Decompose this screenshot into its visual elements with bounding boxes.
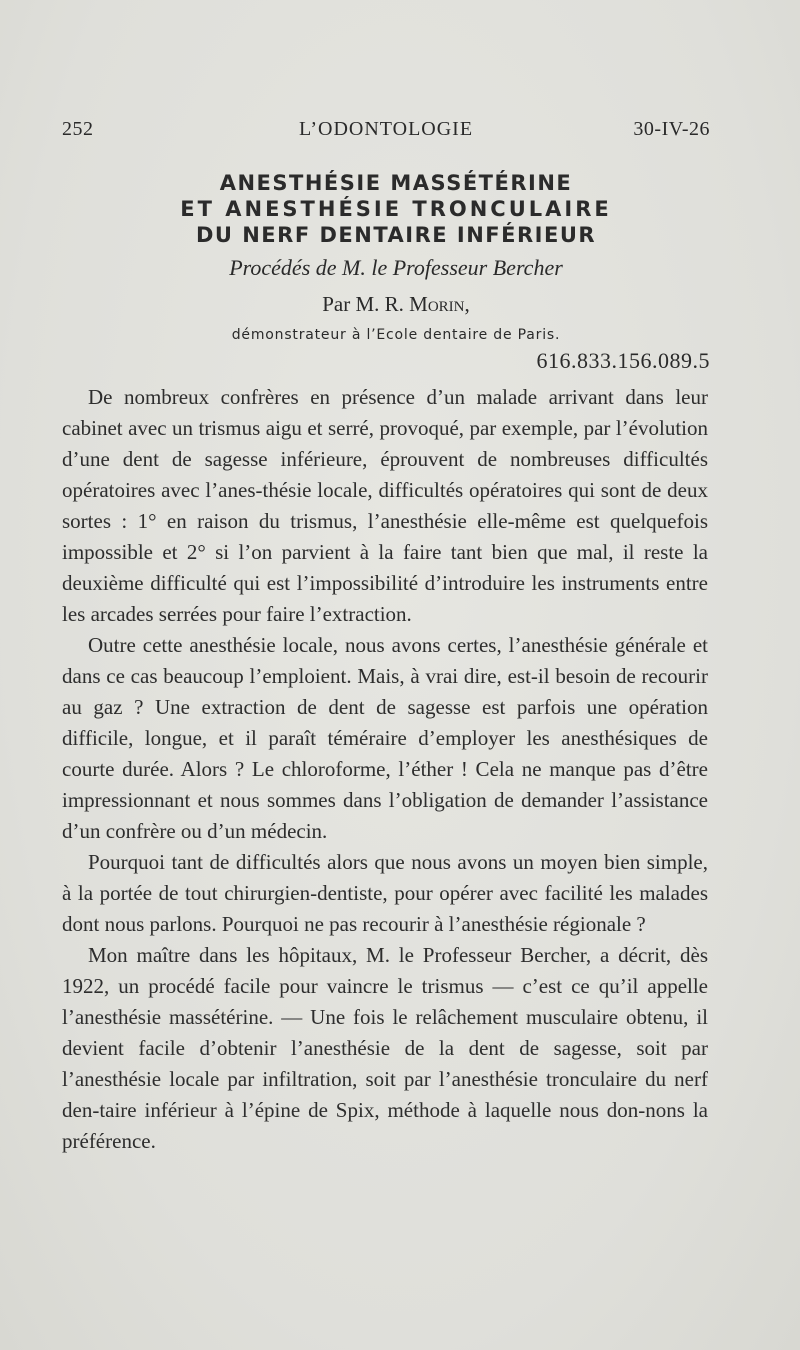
article-subtitle: Procédés de M. le Professeur Bercher <box>229 255 563 280</box>
page-header <box>62 118 710 148</box>
issue-date: 30-IV-26 <box>633 118 710 140</box>
article-body <box>62 382 708 1157</box>
classification-number: 616.833.156.089.5 <box>536 348 710 373</box>
running-title: L’ODONTOLOGIE <box>298 118 474 140</box>
paragraph: Mon maître dans les hôpitaux, M. le Professeur Bercher, a décrit, dès 1922, un procédé facile pour vaincre le trismus — c’est ce qu’il appelle l’anesthésie massétérine. — Une fois le relâchement musculaire obtenu, il devient facile d’obtenir l’anesthésie de la dent de sagesse, soit par l’anesthésie locale par infiltration, soit par l’anesthésie tronculaire du nerf den-taire inférieur à l’épine de Spix, méthode à laquelle nous don-nons la préférence. <box>62 943 708 1153</box>
paragraph: Pourquoi tant de difficultés alors que nous avons un moyen bien simple, à la portée de tout chirurgien-dentiste, pour opérer avec facilité les malades dont nous parlons. Pourquoi ne pas recourir à l’anesthésie régionale ? <box>62 850 708 936</box>
author-name: Morin, <box>409 292 470 316</box>
title-line-3: DU NERF DENTAIRE INFÉRIEUR <box>195 223 597 247</box>
paragraph: De nombreux confrères en présence d’un malade arrivant dans leur cabinet avec un trismus aigu et serré, provoqué, par exemple, par l’évolution d’une dent de sagesse inférieure, éprouvent de nombreuses difficultés opératoires avec l’anes-thésie locale, difficultés opératoires qui sont de deux sortes : 1° en raison du trismus, l’anesthésie elle-même est quelquefois impossible et 2° si l’on parvient à la faire tant bien que mal, il reste la deuxième difficulté qui est l’impossibilité d’introduire les instruments entre les arcades serrées pour faire l’extraction. <box>62 385 708 626</box>
page-number: 252 <box>62 118 94 140</box>
article-title <box>62 170 730 248</box>
byline-prefix: Par M. R. <box>322 292 410 316</box>
title-line-1: ANESTHÉSIE MASSÉTÉRINE <box>219 171 573 195</box>
title-line-2: ET ANESTHÉSIE TRONCULAIRE <box>180 197 612 221</box>
paragraph: Outre cette anesthésie locale, nous avons certes, l’anesthésie générale et dans ce cas beaucoup l’emploient. Mais, à vrai dire, est-il besoin de recourir au gaz ? Une extraction de dent de sagesse est parfois une opération difficile, longue, et il paraît téméraire d’employer les anesthésiques de courte durée. Alors ? Le chloroforme, l’éther ! Cela ne manque pas d’être impressionnant et nous sommes dans l’obligation de demander l’assistance d’un confrère ou d’un médecin. <box>62 633 708 843</box>
author-affiliation: démonstrateur à l’Ecole dentaire de Paris. <box>231 327 561 343</box>
byline <box>62 292 730 317</box>
